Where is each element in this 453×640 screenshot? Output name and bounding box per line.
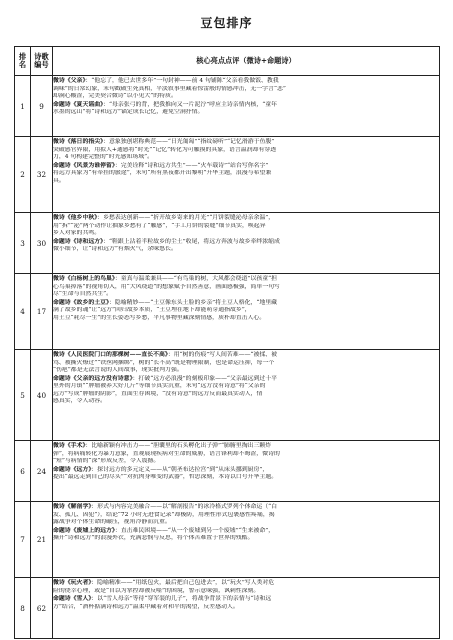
rank-cell: 6 <box>15 441 31 502</box>
header-poem-no-line: 编号 <box>34 60 49 69</box>
comment-segment: ：用“树的伤痕”写人间苦难——“被揉、被 <box>167 352 278 358</box>
table-row <box>15 441 440 502</box>
comment-cell <box>53 213 440 274</box>
comment-segment: ：形式与内容完美融合——以“解剖报告”的冰冷格式罗列个体命运（“白 <box>91 504 278 510</box>
comment-segment: ：打破“远方必浪漫”的刻板印象——“父亲最远到过十平 <box>132 375 278 382</box>
comment-line <box>53 579 439 588</box>
comment-segment: 骂、被撕火燎过”“铁丝网捆绑”，树的“长不高”既是物理限制，也是命运压抑，每一个 <box>53 359 275 366</box>
comment-segment: ：探讨远方的多元定义——从“朝圣布达拉宫”到“从床头挪到厨房”， <box>91 466 269 473</box>
comment-line <box>53 527 439 536</box>
comment-line <box>53 503 439 512</box>
comment-text <box>53 503 439 576</box>
comment-line <box>53 238 439 247</box>
comment-line <box>53 170 439 178</box>
comment-segment: 弹”，将病痛转化为暴力意象，直观展现疾病对生命的威胁，语言锋利却不晦涩，微诗的 <box>53 450 280 457</box>
poem-title-label: 微诗《解剖学》 <box>53 503 92 510</box>
poem-title-label: 微诗《父亲》 <box>53 77 86 84</box>
comment-line <box>53 77 439 86</box>
comment-line <box>53 383 439 391</box>
header-comment: 核心亮点点评（微诗+命题诗） <box>53 47 440 76</box>
comment-segment: ：童真与温柔兼具——“有鸟巢的树，大风都会绕道”以孩童“担 <box>114 276 278 282</box>
table-row <box>15 274 440 350</box>
comment-segment: ：“鞋跟上沾着半粒故乡的尘土”收尾，将远方奔波与故乡牵绊浓缩成 <box>103 238 280 245</box>
comment-segment: “伤疤”都是无法言说的人间故事，现实批判力强。 <box>53 367 183 374</box>
comment-segment: ：“母亲张弓的背，把我推向又一片泥泞”呼应主诗亲情内核，“童年 <box>103 101 278 108</box>
rank-cell: 7 <box>15 502 31 578</box>
header-rank-line: 排 <box>18 51 27 61</box>
poem-number-cell: 17 <box>31 274 53 350</box>
comment-segment: 突破感官界限，用拟人+通感将“时光”“记忆”转化为可触摸的具象，语言温润却有穿透 <box>53 146 277 153</box>
comment-cell <box>53 578 440 639</box>
table-row <box>15 350 440 441</box>
table-row <box>15 502 440 578</box>
comment-segment: 乡人对家的共鸣。 <box>53 230 101 237</box>
comment-line <box>53 178 439 186</box>
comment-line <box>53 519 439 527</box>
comment-line <box>53 595 439 604</box>
poem-title-label: 命题诗《废墟上的远方》 <box>53 526 115 534</box>
comment-line <box>53 93 439 101</box>
comment-cell <box>53 350 440 441</box>
header-poem-no <box>31 47 53 76</box>
comment-text <box>53 275 439 348</box>
comment-line <box>53 223 439 231</box>
comment-line <box>53 275 439 284</box>
comment-line <box>53 535 439 543</box>
comment-segment: 方”结合，“酒杯掂满诗和远方”温柔中藏着对和平的渴望，反差感动人。 <box>53 603 239 610</box>
comment-line <box>53 154 439 162</box>
poem-title-label: 微诗《玩火者》 <box>53 579 92 586</box>
comment-line <box>53 101 439 110</box>
comment-segment: ：直击难民困境——“从一个废墟到另一个废墟”“生来被命”， <box>114 527 275 534</box>
header-rank-line: 名 <box>18 60 27 69</box>
poem-title-label: 命题诗《风景为谁停留》 <box>53 161 115 169</box>
poem-number-cell: 40 <box>31 350 53 441</box>
rank-cell: 5 <box>15 350 31 441</box>
comment-text <box>53 77 439 135</box>
rank-cell: 8 <box>15 578 31 639</box>
comment-line <box>53 351 439 360</box>
comment-segment: ：比喻新颖有冲击力——“胆囊里的石头孵化出子弹”“肺腑里掏出三颗炸 <box>85 443 272 449</box>
poem-number-cell: 30 <box>31 213 53 274</box>
comment-line <box>53 398 439 406</box>
poem-number-cell: 21 <box>31 502 53 578</box>
comment-line <box>53 391 439 399</box>
rank-cell: 3 <box>15 213 31 274</box>
comment-line <box>53 284 439 292</box>
rank-cell: 4 <box>15 274 31 350</box>
comment-text <box>53 138 439 211</box>
comment-line <box>53 367 439 375</box>
comment-segment: 微小细节，让“诗和远方”有烟火气，余味悠长。 <box>53 246 177 253</box>
comment-line <box>53 512 439 520</box>
poem-title-label: 命题诗《远方》 <box>53 465 92 473</box>
table-row <box>15 213 440 274</box>
rank-cell: 2 <box>15 137 31 213</box>
comment-segment: 发、孤儿、因犯”），结论“72 小时无进食记录”却极防，用理性形式包裹感性疼痛，揭 <box>53 511 275 518</box>
poem-title-label: 微诗《白杨树上的鸟巢》 <box>53 275 115 282</box>
header-rank <box>15 47 31 76</box>
poem-title-label: 命题诗《父亲的远方没有诗意》 <box>53 374 133 382</box>
comment-line <box>53 299 439 308</box>
poem-title-label: 微诗《落日的指尖》 <box>53 138 104 145</box>
table-row <box>15 578 440 639</box>
comment-segment: 尽“生命与自然共生”。 <box>53 291 113 298</box>
poem-title-label: 微诗《人民医院门口的那棵树——直长不高》 <box>53 351 168 358</box>
comment-line <box>53 360 439 368</box>
comment-text <box>53 579 439 637</box>
comment-text <box>53 442 439 500</box>
rank-cell: 1 <box>15 76 31 137</box>
poem-title-label: 微诗《手术》 <box>53 442 86 449</box>
comment-line <box>53 138 439 147</box>
poem-title-label: 命题诗《夏天谣曲》 <box>53 100 104 108</box>
poem-title-label: 命题诗《故乡的土豆》 <box>53 298 109 306</box>
comment-segment: 力，4 句构建完整的“时光感知场域”。 <box>53 154 154 161</box>
comment-line <box>53 230 439 238</box>
poem-number-cell: 32 <box>31 137 53 213</box>
comment-segment: 满了故乡的魂”让“远方”回归故乡本质，“土豆埋在地下却能萌芽通指故乡”， <box>53 307 251 314</box>
comment-cell <box>53 137 440 213</box>
page-title: 豆包排序 <box>200 16 253 30</box>
comment-line <box>53 162 439 171</box>
comment-line <box>53 458 439 466</box>
comment-line <box>53 604 439 612</box>
poem-number-cell: 24 <box>31 441 53 502</box>
comment-line <box>53 588 439 596</box>
comment-segment: 提出“最远走到自己的尽头”“对抗肉身唯变的武器”，哲思深刻，本诗以口号升华主题。 <box>53 474 278 481</box>
comment-segment: 远方”写成“肿瘤的阴影”，直面生存困境，“没有诗意”的远方反而最真实动人，情 <box>53 390 263 397</box>
poem-title-label: 微诗《他乡中秋》 <box>53 214 98 221</box>
comment-segment: 险的侥幸心理，或是“自以为掌控却被反噬”的困境，警示意味强，讽刺性深刻。 <box>53 587 260 594</box>
comment-segment: 露战争对个体生命的碾压，视角冷静而沉重。 <box>53 519 171 526</box>
comment-segment: ：意象独创堪称典范——“日光匍匐”“指纹磅听”“记忆滑游于鱼腹” <box>103 139 275 145</box>
comment-segment: 用土豆“耗尽一生”的生长姿态写乡愁，平凡事物里藏深刻情感，质朴却直击人心。 <box>53 314 266 321</box>
poem-title-label: 命题诗《诗和远方》 <box>53 237 104 245</box>
comment-segment: 用“拆”“泌”两个动作让抽象乡愁有了“触感”，“手工月饼的裂缝”细节真实，唤起异 <box>53 222 266 229</box>
comment-text <box>53 351 439 439</box>
comment-segment: ：以“雪人母亲”等待“穿军装的儿子”，将战争背景下的亲情与“诗和远 <box>91 596 272 603</box>
comment-line <box>53 474 439 482</box>
comment-segment: 感真实，令人动容。 <box>53 398 107 405</box>
comment-segment: 将远方具象为“有牵挂的旅途”，末句“所有黑夜都开出黎明”升华主题，浪漫与希望兼 <box>53 170 272 177</box>
comment-text <box>53 214 439 272</box>
comment-segment: 撕开“诗和远方”的浪漫外衣，充满悲悯与反思，将个体苦难置于世界的残酷。 <box>53 535 254 542</box>
comment-segment: 水墨的远山”将“诗和远方”锚定成长记忆，避免空洞抒情。 <box>53 109 204 116</box>
comment-segment: 调味”的日常幻象，末句戳破生死真相，平淡叙事里藏着惊雷般的情感冲击，无一字言“悲” <box>53 85 286 92</box>
comment-segment: ：隐喻精妙——“土豆像东头土脸的乡亲”将土豆人格化，“地里藏 <box>108 299 278 306</box>
poem-number-cell: 9 <box>31 76 53 137</box>
comment-cell <box>53 441 440 502</box>
ranking-table <box>14 46 440 639</box>
poem-title-label: 命题诗《雪人》 <box>53 595 92 603</box>
comment-line <box>53 246 439 254</box>
comment-segment: 心鸟巢掉落”的视角切入，用“大风绕道”的想象赋予自然善意，画面感极强，简单一句写 <box>53 283 280 290</box>
comment-segment: 具。 <box>53 177 65 184</box>
comment-segment: ：完美诠释“诗和远方共生”——“火车载诗”“站台写你名字” <box>114 162 269 169</box>
comment-cell <box>53 274 440 350</box>
comment-line <box>53 442 439 451</box>
comment-segment: 却满心酸涩，完美契合微诗“以小见大”的特质。 <box>53 93 177 100</box>
header-poem-no-line: 诗歌 <box>34 51 49 61</box>
comment-line <box>53 451 439 459</box>
comment-line <box>53 147 439 155</box>
table-row <box>15 137 440 213</box>
comment-line <box>53 307 439 315</box>
comment-segment: ：“他忘了，他已去世多年”一句封神——前 4 句铺陈“父亲看我做饭、教我 <box>85 78 279 84</box>
comment-line <box>53 375 439 384</box>
comment-segment: ：隐喻精准——“用纸包火，最后把自己包进去”，以“玩火”写人类对危 <box>91 580 275 586</box>
comment-cell <box>53 76 440 137</box>
comment-line <box>53 109 439 117</box>
comment-segment: ：乡愁表达创新——“折开故乡寄来的月光”“月饼裂缝泌母亲余温”， <box>97 215 275 221</box>
comment-line <box>53 466 439 475</box>
comment-segment: 里外的月镇”“肿瘤被养大好几斤”等细节真实沉重，末句“远方没有诗意”将“父亲的 <box>53 383 266 390</box>
poem-number-cell: 62 <box>31 578 53 639</box>
table-row <box>15 76 440 137</box>
comment-line <box>53 315 439 323</box>
comment-line <box>53 291 439 299</box>
comment-segment: “短”与病情的“深”形成反差，令人震撼。 <box>53 458 160 465</box>
comment-line <box>53 86 439 94</box>
comment-line <box>53 214 439 223</box>
comment-cell <box>53 502 440 578</box>
